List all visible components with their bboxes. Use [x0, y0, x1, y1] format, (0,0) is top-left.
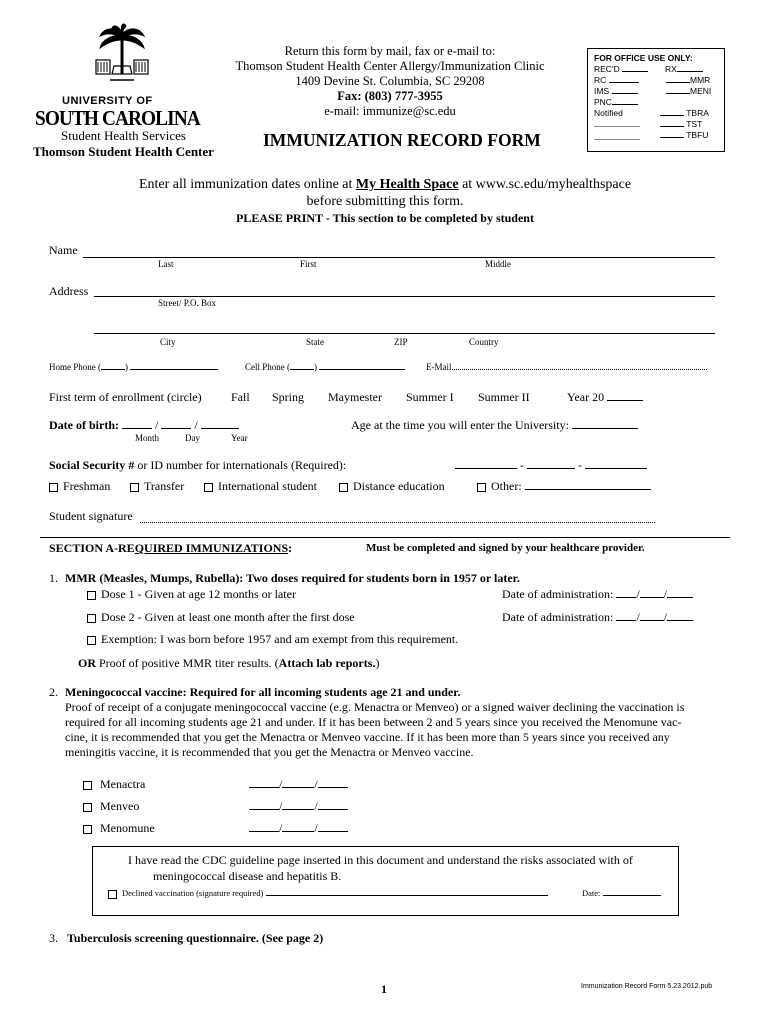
cell-phone: Cell Phone ( )	[245, 362, 405, 372]
menveo-date[interactable]: / /	[249, 799, 348, 814]
first-label: First	[300, 259, 317, 269]
ssn-label: Social Security # or ID number for internationals (Required):	[49, 458, 347, 472]
office-use-box	[587, 48, 725, 152]
student-signature-label: Student signature	[49, 509, 133, 523]
transfer-option[interactable]: Transfer	[130, 479, 184, 494]
mmr-exemption[interactable]: Exemption: I was born before 1957 and am exempt from this requirement.	[87, 632, 458, 647]
international-option[interactable]: International student	[204, 479, 317, 494]
transfer-checkbox[interactable]	[130, 483, 139, 492]
distance-option[interactable]: Distance education	[339, 479, 445, 494]
form-id: Immunization Record Form 5.23.2012.pub	[581, 983, 713, 990]
tb-number: 3.	[49, 931, 58, 945]
mmr-number: 1.	[49, 571, 58, 585]
waiver-date-field[interactable]	[603, 895, 661, 896]
term-year-field[interactable]	[607, 400, 643, 401]
other-option[interactable]: Other:	[477, 479, 651, 494]
menactra-checkbox[interactable]	[83, 781, 92, 790]
month-label: Month	[135, 433, 160, 443]
return-line1: Return this form by mail, fax or e-mail to:	[284, 44, 496, 58]
return-line2: Thomson Student Health Center Allergy/Immunization Clinic	[235, 59, 545, 73]
street-label: Street/ P.O. Box	[158, 298, 217, 308]
state-label: State	[306, 337, 324, 347]
name-field[interactable]	[83, 257, 715, 258]
international-checkbox[interactable]	[204, 483, 213, 492]
menactra-date[interactable]: / /	[249, 777, 348, 792]
dob-row: Date of birth: / /	[49, 418, 239, 433]
email-row: E-Mail	[426, 362, 707, 372]
middle-label: Middle	[485, 259, 511, 269]
fax-number: Fax: (803) 777-3955	[337, 89, 443, 103]
palmetto-tree-icon	[92, 22, 152, 84]
term-spring[interactable]: Spring	[272, 390, 305, 404]
office-rc: RC	[594, 75, 607, 85]
term-summer-1[interactable]: Summer I	[406, 390, 454, 404]
office-rx: RX	[665, 64, 677, 74]
declined-option[interactable]: Declined vaccination (signature required)	[108, 888, 548, 899]
city-field[interactable]	[94, 333, 715, 334]
mmr-exemption-checkbox[interactable]	[87, 636, 96, 645]
year-label: Year	[231, 433, 248, 443]
intro-line1: Enter all immunization dates online at My Health Space at www.sc.edu/myhealthspace	[138, 177, 632, 192]
mmr-dose2-date: Date of administration: / /	[502, 610, 693, 625]
email-field[interactable]	[452, 369, 707, 370]
office-tbra: TBRA	[686, 108, 709, 118]
logo-university-of: UNIVERSITY OF	[62, 95, 153, 107]
logo-thomson-center: Thomson Student Health Center	[33, 144, 214, 159]
country-label: Country	[469, 337, 499, 347]
mmr-title: MMR (Measles, Mumps, Rubella): Two doses required for students born in 1957 or later.	[65, 571, 520, 585]
mmr-proof: OR Proof of positive MMR titer results. (Attach lab reports.)	[78, 656, 380, 670]
term-maymester[interactable]: Maymester	[328, 390, 382, 404]
home-phone-field[interactable]	[130, 369, 218, 370]
logo-south-carolina: SOUTH CAROLINA	[35, 106, 200, 130]
return-line3: 1409 Devine St. Columbia, SC 29208	[295, 74, 485, 88]
student-signature-field[interactable]	[140, 522, 655, 523]
section-a-note: Must be completed and signed by your healthcare provider.	[366, 542, 645, 554]
last-label: Last	[158, 259, 174, 269]
office-tst: TST	[686, 119, 703, 129]
menomune-date[interactable]: / /	[249, 821, 348, 836]
mening-title: Meningococcal vaccine: Required for all incoming students age 21 and under.	[65, 685, 461, 699]
tb-title: Tuberculosis screening questionnaire. (See page 2)	[67, 931, 324, 945]
office-pnc: PNC	[594, 97, 612, 107]
page-number: 1	[381, 982, 387, 996]
office-ims: IMS	[594, 86, 610, 96]
age-field[interactable]	[572, 428, 638, 429]
office-title: FOR OFFICE USE ONLY:	[594, 53, 693, 63]
logo-student-health-services: Student Health Services	[61, 128, 186, 143]
mmr-dose2-checkbox[interactable]	[87, 614, 96, 623]
cell-phone-field[interactable]	[319, 369, 405, 370]
mmr-dose2[interactable]: Dose 2 - Given at least one month after the first dose	[87, 610, 355, 625]
freshman-option[interactable]: Freshman	[49, 479, 110, 494]
waiver-line2: meningococcal disease and hepatitis B.	[153, 869, 342, 883]
term-fall[interactable]: Fall	[231, 390, 250, 404]
office-notified: Notified	[594, 108, 623, 118]
ssn-field[interactable]: - -	[455, 458, 647, 473]
freshman-checkbox[interactable]	[49, 483, 58, 492]
section-a-title: SECTION A-REQUIRED IMMUNIZATIONS:	[49, 541, 293, 555]
return-info	[220, 44, 560, 119]
term-year: Year 20	[567, 390, 643, 405]
menactra-option[interactable]: Menactra	[83, 777, 145, 792]
menomune-checkbox[interactable]	[83, 825, 92, 834]
age-row: Age at the time you will enter the University:	[351, 418, 638, 433]
term-summer-2[interactable]: Summer II	[478, 390, 530, 404]
menveo-checkbox[interactable]	[83, 803, 92, 812]
waiver-date: Date:	[582, 888, 661, 898]
mening-paragraph: Proof of receipt of a conjugate meningococcal vaccine (e.g. Menactra or Menveo) or a signed waiver declining the vaccination is required for all incoming students age 21 and under. If it has been between 2 and 5 years since you received the Menomune vac- cine, it is recommended that you get the Menactra or Menveo vaccine. If it has been more than 5 years since you received any meningitis vaccine, it is recommended that you get the Menactra or Menveo vaccine.	[65, 700, 685, 759]
dob-year-field[interactable]	[201, 428, 239, 429]
mmr-dose1-date: Date of administration: / /	[502, 587, 693, 602]
declined-checkbox[interactable]	[108, 890, 117, 899]
name-label: Name	[49, 243, 78, 257]
distance-checkbox[interactable]	[339, 483, 348, 492]
waiver-line1: I have read the CDC guideline page inserted in this document and understand the risks associated with of	[128, 853, 633, 867]
city-label: City	[160, 337, 176, 347]
zip-label: ZIP	[394, 337, 408, 347]
email-address: e-mail: immunize@sc.edu	[324, 104, 456, 118]
intro-line2: before submitting this form.	[306, 194, 464, 209]
office-mmr: MMR	[690, 75, 711, 85]
declined-signature-field[interactable]	[266, 895, 548, 896]
mmr-dose1[interactable]: Dose 1 - Given at age 12 months or later	[87, 587, 296, 602]
term-label: First term of enrollment (circle)	[49, 390, 202, 404]
other-checkbox[interactable]	[477, 483, 486, 492]
office-meni: MENI	[690, 86, 712, 96]
menomune-option[interactable]: Menomune	[83, 821, 155, 836]
office-recd: REC'D	[594, 64, 620, 74]
address-label: Address	[49, 284, 89, 298]
street-field[interactable]	[94, 296, 715, 297]
dob-day-field[interactable]	[161, 428, 191, 429]
office-tbfu: TBFU	[686, 130, 709, 140]
please-print: PLEASE PRINT - This section to be completed by student	[236, 211, 534, 225]
dob-month-field[interactable]	[122, 428, 152, 429]
day-label: Day	[185, 433, 200, 443]
home-phone: Home Phone ( )	[49, 362, 218, 372]
section-divider	[40, 537, 730, 538]
form-title: IMMUNIZATION RECORD FORM	[263, 130, 541, 150]
menveo-option[interactable]: Menveo	[83, 799, 139, 814]
my-health-space-link[interactable]: My Health Space	[355, 177, 459, 192]
other-field[interactable]	[525, 489, 651, 490]
mening-number: 2.	[49, 685, 58, 699]
mmr-dose1-checkbox[interactable]	[87, 591, 96, 600]
